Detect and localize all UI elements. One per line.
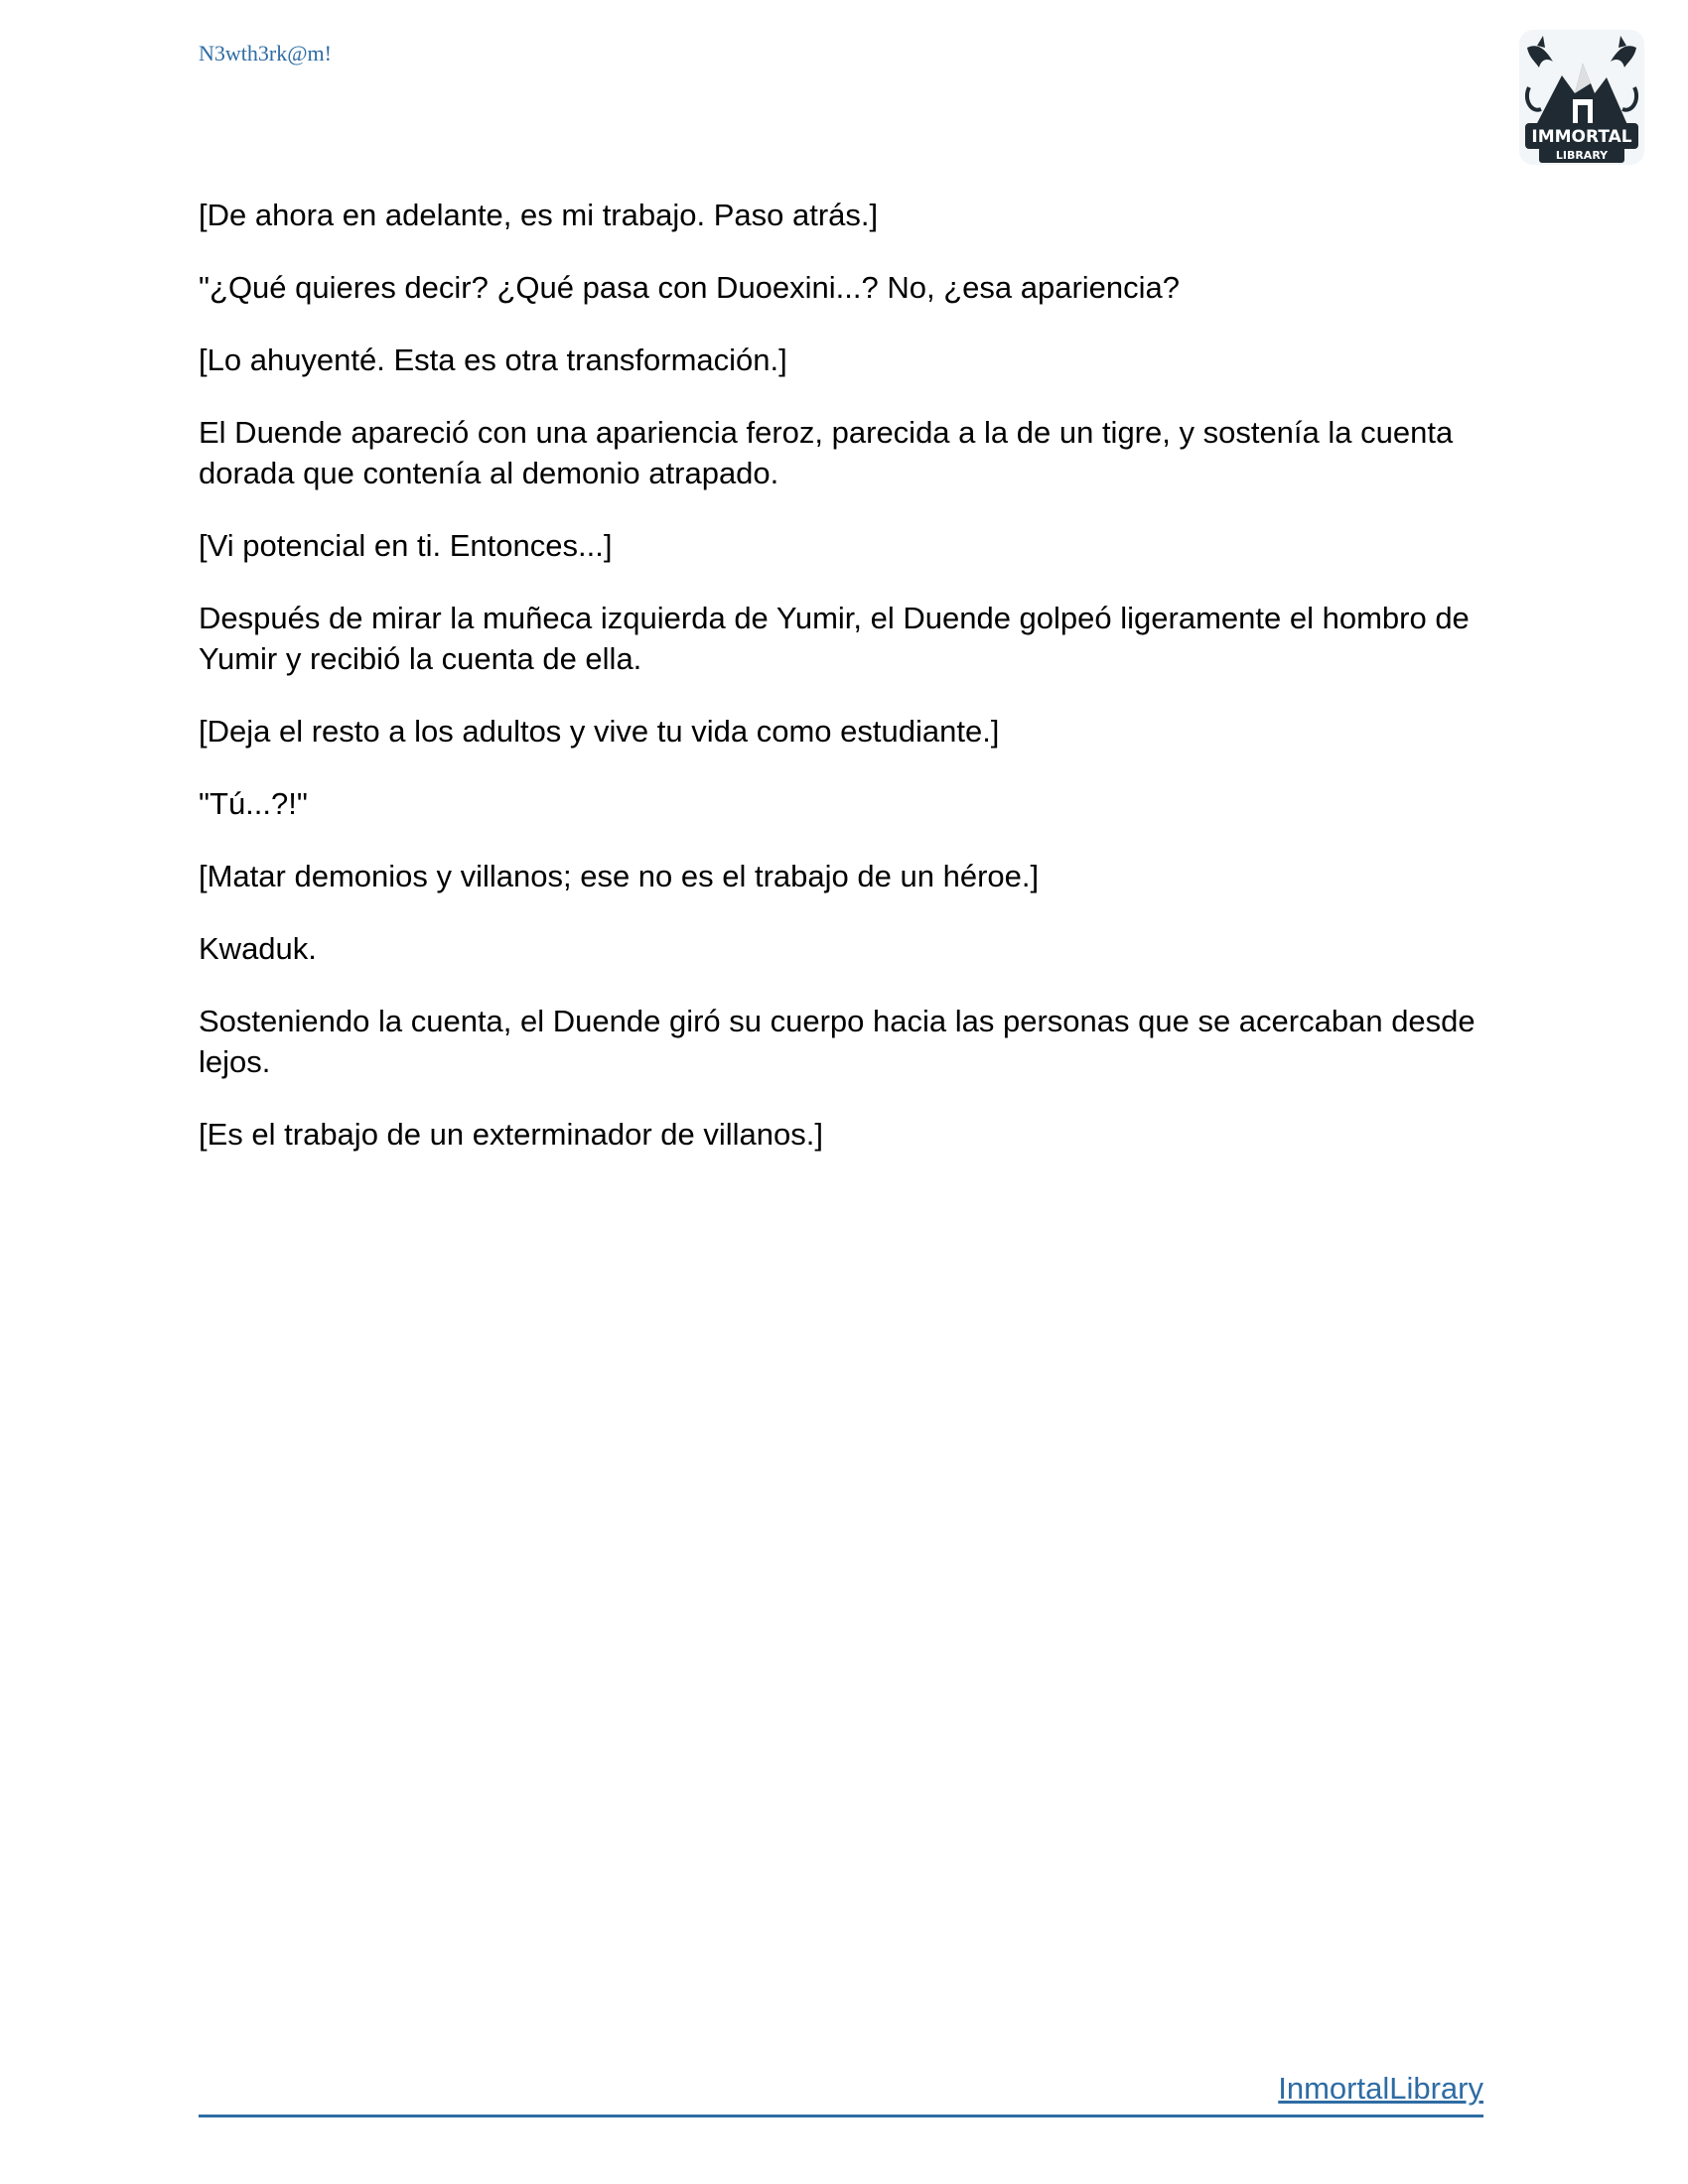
logo-line2: LIBRARY <box>1555 149 1609 162</box>
footer-link-inmortal-library[interactable]: InmortalLibrary <box>1278 2071 1483 2106</box>
dragon-castle-logo-icon <box>1517 28 1646 167</box>
document-body <box>199 195 1489 1186</box>
paragraph: Kwaduk. <box>199 931 317 966</box>
logo-line1: IMMORTAL <box>1531 127 1632 147</box>
header-watermark: N3wth3rk@m! <box>199 41 332 66</box>
page-footer <box>199 2071 1483 2117</box>
paragraph: Sosteniendo la cuenta, el Duende giró su cuerpo hacia las personas que se acercaban desde lejos. <box>199 1004 1476 1079</box>
paragraph: "¿Qué quieres decir? ¿Qué pasa con Duoexini...? No, ¿esa apariencia? <box>199 270 1181 305</box>
paragraph: [Matar demonios y villanos; ese no es el trabajo de un héroe.] <box>199 859 1040 893</box>
paragraph: [Vi potencial en ti. Entonces...] <box>199 528 613 563</box>
paragraph: [De ahora en adelante, es mi trabajo. Paso atrás.] <box>199 198 879 232</box>
paragraph: Después de mirar la muñeca izquierda de Yumir, el Duende golpeó ligeramente el hombro de Yumir y recibió la cuenta de ella. <box>199 601 1470 676</box>
paragraph: [Es el trabajo de un exterminador de villanos.] <box>199 1117 823 1152</box>
paragraph: [Deja el resto a los adultos y vive tu vida como estudiante.] <box>199 714 1000 749</box>
immortal-library-logo <box>1517 28 1646 167</box>
paragraph: El Duende apareció con una apariencia feroz, parecida a la de un tigre, y sostenía la cuenta dorada que contenía al demonio atrapado. <box>199 415 1454 490</box>
paragraph: [Lo ahuyenté. Esta es otra transformación.] <box>199 342 787 377</box>
paragraph: "Tú...?!" <box>199 786 308 821</box>
